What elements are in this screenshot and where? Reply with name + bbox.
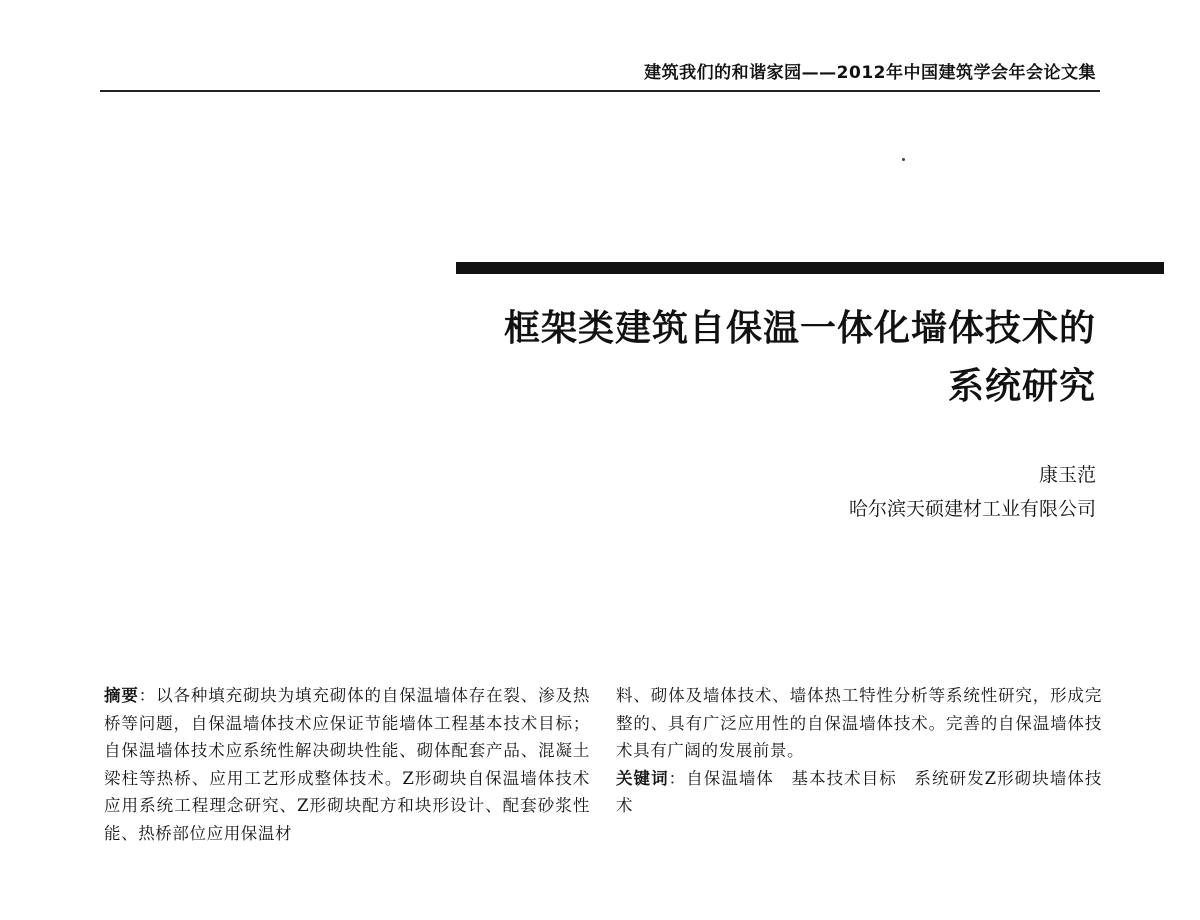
abstract-continuation — [616, 682, 1102, 765]
abstract-label: 摘要 — [104, 686, 139, 705]
header-rule — [100, 90, 1100, 92]
title-bar — [456, 262, 1164, 274]
scan-speck — [902, 158, 905, 161]
keywords-separator: ： — [668, 768, 687, 788]
keywords-label: 关键词 — [616, 768, 669, 788]
author-block — [849, 458, 1096, 526]
author-name: 康玉范 — [1038, 464, 1096, 486]
title-line-2: 系统研究 — [947, 366, 1096, 407]
abstract-text-right: 料、砌体及墙体技术、墙体热工特性分析等系统性研究，形成完整的、具有广泛应用性的自保温墙体技术。完善的自保温墙体技术具有广阔的发展前景。 — [616, 686, 1102, 760]
running-header: 建筑我们的和谐家园——2012年中国建筑学会年会论文集 — [644, 63, 1096, 83]
abstract-column-left — [104, 682, 590, 847]
title-line-1: 框架类建筑自保温一体化墙体技术的 — [503, 308, 1096, 349]
abstract-separator: ： — [138, 686, 157, 705]
keywords-text: 自保温墙体 基本技术目标 系统研发Z形砌块墙体技术 — [616, 768, 1102, 815]
author-affiliation: 哈尔滨天硕建材工业有限公司 — [848, 498, 1096, 520]
abstract-text-left: 以各种填充砌块为填充砌体的自保温墙体存在裂、渗及热桥等问题，自保温墙体技术应保证节能墙体工程基本技术目标；自保温墙体技术应系统性解决砌块性能、砌体配套产品、混凝土梁柱等热桥、应用工艺形成整体技术。Z形砌块自保温墙体技术应用系统工程理念研究、Z形砌块配方和块形设计、配套砂浆性能、热桥部位应用保温材 — [104, 686, 590, 843]
keywords-paragraph — [616, 765, 1102, 820]
paper-title — [396, 300, 1096, 416]
abstract-paragraph — [104, 682, 590, 847]
abstract-column-right — [616, 682, 1102, 820]
